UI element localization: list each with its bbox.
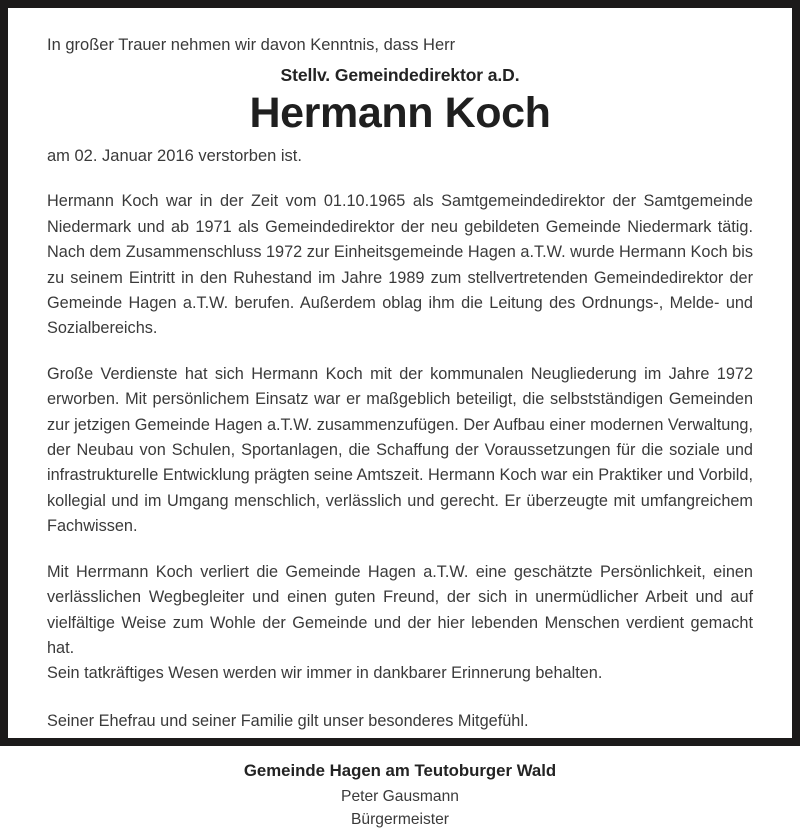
body-paragraph-4: Seiner Ehefrau und seiner Familie gilt unser besonderes Mitgefühl. [47,711,529,730]
signature-person-role: Bürgermeister [351,811,449,829]
intro-line: In großer Trauer nehmen wir davon Kenntnis, dass Herr [47,36,456,54]
signature-block [47,758,753,831]
deceased-name: Hermann Koch [249,89,551,138]
body-paragraph-3-followup: Sein tatkräftiges Wesen werden wir immer in dankbarer Erinnerung behalten. [47,664,603,683]
body-paragraph-1: Hermann Koch war in der Zeit vom 01.10.1965 als Samtgemeindedirektor der Samtgemeinde Niedermark und ab 1971 als Gemeindedirektor der neu gebildeten Gemeinde Niedermark tätig. Nach dem Zusammenschluss 1972 zur Einheitsgemeinde Hagen a.T.W. wurde Hermann Koch bis zu seinem Eintritt in den Ruhestand im Jahre 1989 zum stellvertretenden Gemeindedirektor der Gemeinde Hagen a.T.W. berufen. Außerdem oblag ihm die Leitung des Ordnungs-, Melde- und Sozialbereichs. [47,192,753,338]
role-title: Stellv. Gemeindedirektor a.D. [280,65,520,86]
body-paragraph-3: Mit Herrmann Koch verliert die Gemeinde Hagen a.T.W. eine geschätzte Persönlichkeit, einen verlässlichen Wegbegleiter und einen guten Freund, der sich in unermüdlicher Arbeit und auf vielfältige Weise zum Wohle der Gemeinde und der hier lebenden Menschen verdient gemacht hat. [47,562,753,658]
notice-content [8,8,792,829]
signature-organization: Gemeinde Hagen am Teutoburger Wald [243,761,557,781]
signature-person-name: Peter Gausmann [341,788,459,806]
body-paragraph-2: Große Verdienste hat sich Hermann Koch mit der kommunalen Neugliederung im Jahre 1972 erworben. Mit persönlichem Einsatz war er maßgeblich beteiligt, die selbstständigen Gemeinden zur jetzigen Gemeinde Hagen a.T.W. zusammenzufügen. Der Aufbau einer modernen Verwaltung, der Neubau von Schulen, Sportanlagen, die Schaffung der Voraussetzungen für die soziale und infrastrukturelle Entwicklung prägten seine Amtszeit. Hermann Koch war ein Praktiker und Vorbild, kollegial und im Umgang menschlich, verlässlich und gerecht. Er überzeugte mit umfangreichem Fachwissen. [47,364,753,536]
death-date-line: am 02. Januar 2016 verstorben ist. [47,147,302,165]
